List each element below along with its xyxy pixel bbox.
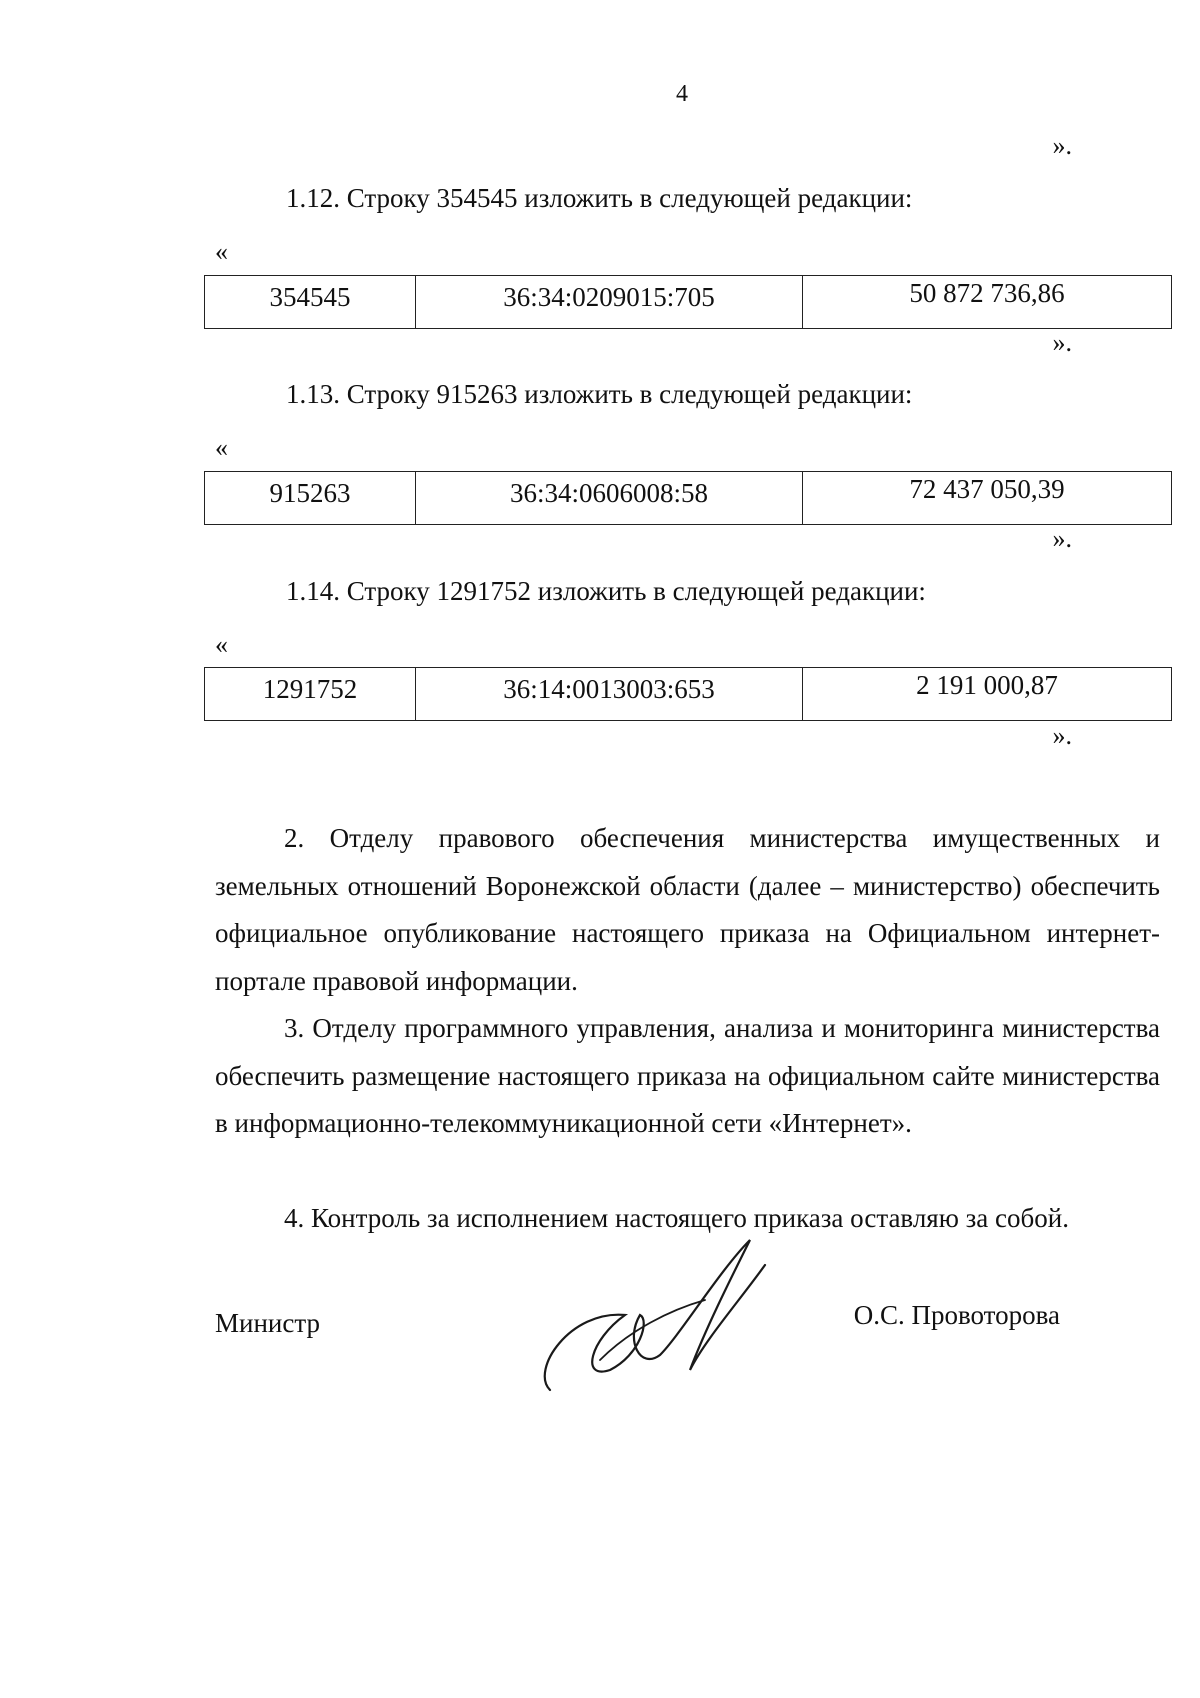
table-row (204, 471, 1172, 525)
open-quote: « (215, 237, 228, 266)
row-number-cell: 915263 (205, 472, 416, 524)
row-number-cell: 1291752 (205, 668, 416, 720)
open-quote: « (215, 433, 228, 462)
close-quote: ». (1052, 524, 1072, 553)
paragraph-3: 3. Отделу программного управления, анализа и мониторинга министерства обеспечить размещение настоящего приказа на официальном сайте министерства в информационно-телекоммуникационной сети «Интернет». (215, 1013, 1160, 1138)
section-heading: 1.12. Строку 354545 изложить в следующей редакции: (286, 183, 913, 213)
value-cell: 72 437 050,39 (909, 474, 1065, 504)
cadastral-number-cell: 36:34:0606008:58 (416, 472, 803, 524)
value-cell: 50 872 736,86 (909, 278, 1065, 308)
table-row (204, 667, 1172, 721)
paragraph-4: 4. Контроль за исполнением настоящего приказа оставляю за собой. (284, 1203, 1069, 1233)
cadastral-number-cell: 36:14:0013003:653 (416, 668, 803, 720)
table-row (204, 275, 1172, 329)
open-quote: « (215, 630, 228, 659)
section-heading: 1.13. Строку 915263 изложить в следующей редакции: (286, 379, 913, 409)
close-quote: ». (1052, 328, 1072, 357)
handwritten-signature (530, 1220, 790, 1410)
section-heading: 1.14. Строку 1291752 изложить в следующей редакции: (286, 576, 926, 606)
paragraph-2: 2. Отделу правового обеспечения министерства имущественных и земельных отношений Воронежской области (далее – министерство) обеспечить официальное опубликование настоящего приказа на Официальном интернет-портале правовой информации. (215, 823, 1160, 996)
cadastral-number-cell: 36:34:0209015:705 (416, 276, 803, 328)
signatory-position: Министр (215, 1308, 320, 1338)
signatory-name: О.С. Провоторова (853, 1300, 1060, 1330)
row-number-cell: 354545 (205, 276, 416, 328)
close-quote: ». (1052, 721, 1072, 750)
page-number: 4 (676, 81, 688, 107)
close-quote: ». (1052, 131, 1072, 160)
value-cell: 2 191 000,87 (916, 670, 1058, 700)
